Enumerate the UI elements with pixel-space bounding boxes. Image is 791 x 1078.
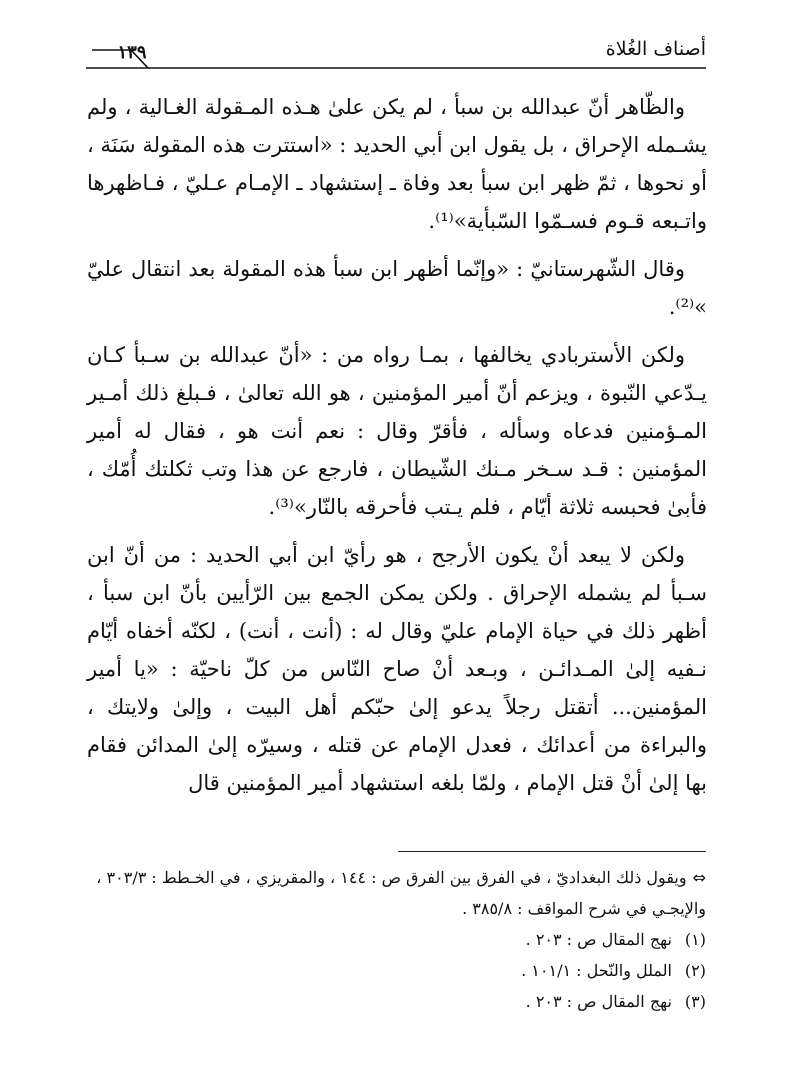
paragraph: ولكن لا يبعد أنْ يكون الأرجح ، هو رأيّ ابن أبي الحديد : من أنّ ابن سـبأ لم يشمله الإحراق . ولكن يمكن الجمع بين الرّأيين بأنّ ابن سبأ ، أظهر ذلك في حياة الإمام عليّ وقال له : (أنت ، أنت) ، لكنّه أخفاه أيّام نـفيه إلىٰ المـدائـن ، وبـعد أنْ صاح النّاس من كلّ ناحيّة : «يا أمير المؤمنين... أتقتل رجلاً يدعو إلىٰ حبّكم أهل البيت ، وإلىٰ ولايتك ، والبراءة من أعدائك ، فعدل الإمام عن قتله ، وسيرّه إلىٰ المدائن فقام بها إلىٰ أنْ قتل الإمام ، ولمّا بلغه استشهاد أمير المؤمنين قال [87,543,707,795]
main-text [87,88,707,812]
footnote-item [90,955,706,986]
footnote-divider [398,851,706,852]
paragraph: ولكن الأستربادي يخالفها ، بمـا رواه من : «أنّ عبدالله بن سـبأ كـان يـدّعي النّبوة ، ويزعم أنّ أمير المؤمنين ، هو الله تعالىٰ ، فـبلغ ذلك أمـير المـؤمنين فدعاه وسأله ، فأقرّ وقال : نعم أنت هو ، فقال له أمير المؤمنين : قـد سـخر مـنك الشّيطان ، فارجع عن هذا وتب ثكلتك أُمّك ، فأبىٰ فحبسه ثلاثة أيّام ، فلم يـتب فأحرقه بالنّار»⁽³⁾. [87,343,707,519]
footnote-text: نهج المقال ص : ٢٠٣ . [525,992,672,1011]
double-arrow-icon: ⇔ [692,868,706,887]
footnote-text: نهج المقال ص : ٢٠٣ . [525,930,672,949]
footnote-number: (٣) [684,992,706,1011]
footnote-item [90,924,706,955]
footnotes [90,862,706,1017]
paragraph: والظّاهر أنّ عبدالله بن سبأ ، لم يكن علىٰ هـذه المـقولة الغـالية ، ولم يشـمله الإحراق ، بل يقول ابن أبي الحديد : «استترت هذه المقولة سَنَة ، أو نحوها ، ثمّ ظهر ابن سبأ بعد وفاة ـ إستشهاد ـ الإمـام عـليّ ، فـاظهرها واتـبعه قـوم فسـمّوا السّبأية»⁽¹⁾. [87,95,707,233]
paragraph: وقال الشّهرستانيّ : «وإنّما أظهر ابن سبأ هذه المقولة بعد انتقال عليّ »⁽²⁾. [87,257,707,319]
footnote-note-text: ويقول ذلك البغداديّ ، في الفرق بين الفرق ص : ١٤٤ ، والمقريزي ، في الخـطط : ٣٠٣/٣ ، والإيجـي في شرح المواقف : ٣٨٥/٨ . [96,868,706,918]
footnote-number: (١) [684,930,706,949]
footnote-text: الملل والنّحل : ١٠١/١ . [521,961,672,980]
running-title: أصناف الغُلاة [605,38,706,60]
footnote-item [90,986,706,1017]
footnote-number: (٢) [684,961,706,980]
footnote-note [90,862,706,924]
page-header [0,0,791,80]
page-number: ١٣٩ [117,42,147,63]
